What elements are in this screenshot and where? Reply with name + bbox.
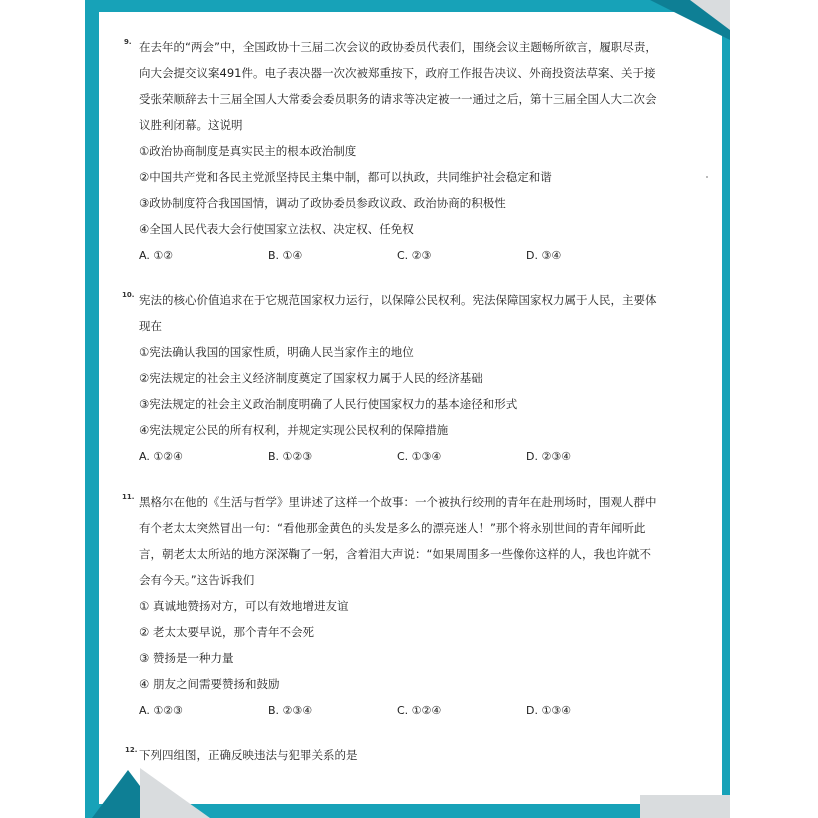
option-b[interactable]: B. ②③④ <box>268 704 313 717</box>
question-text-line: 黑格尔在他的《生活与哲学》里讲述了这样一个故事：一个被执行绞刑的青年在赴刑场时，围观人群中 <box>139 495 657 509</box>
option-a[interactable]: A. ①②④ <box>139 450 183 463</box>
option-d[interactable]: D. ③④ <box>526 249 562 262</box>
statement-2: ② 老太太要早说，那个青年不会死 <box>139 625 314 639</box>
question-text-line: 会有今天。”这告诉我们 <box>139 573 255 587</box>
statement-1: ①宪法确认我国的国家性质，明确人民当家作主的地位 <box>139 345 414 359</box>
option-c[interactable]: C. ②③ <box>397 249 432 262</box>
question-text-line: 受张荣顺辞去十三届全国人大常委会委员职务的请求等决定被一一通过之后，第十三届全国人大二次会 <box>139 92 657 106</box>
option-b[interactable]: B. ①②③ <box>268 450 313 463</box>
statement-4: ④ 朋友之间需要赞扬和鼓励 <box>139 677 280 691</box>
option-c[interactable]: C. ①③④ <box>397 450 442 463</box>
question-number: 9. <box>124 38 132 46</box>
option-a[interactable]: A. ①② <box>139 249 174 262</box>
statement-4: ④全国人民代表大会行使国家立法权、决定权、任免权 <box>139 222 414 236</box>
question-text-line: 在去年的“两会”中，全国政协十三届二次会议的政协委员代表们，围绕会议主题畅所欲言，履职尽责， <box>139 40 657 54</box>
question-text-line: 宪法的核心价值追求在于它规范国家权力运行，以保障公民权利。宪法保障国家权力属于人民，主要体 <box>139 293 657 307</box>
statement-1: ① 真诚地赞扬对方，可以有效地增进友谊 <box>139 599 349 613</box>
question-text-line: 议胜利闭幕。这说明 <box>139 118 243 132</box>
option-b[interactable]: B. ①④ <box>268 249 303 262</box>
question-number: 12. <box>125 746 138 754</box>
question-number: 10. <box>122 291 135 299</box>
option-d[interactable]: D. ①③④ <box>526 704 572 717</box>
question-text-line: 向大会提交议案491件。电子表决器一次次被郑重按下，政府工作报告决议、外商投资法草案、关于接 <box>139 66 656 80</box>
statement-1: ①政治协商制度是真实民主的根本政治制度 <box>139 144 357 158</box>
statement-3: ③政协制度符合我国国情，调动了政协委员参政议政、政治协商的积极性 <box>139 196 506 210</box>
statement-2: ②宪法规定的社会主义经济制度奠定了国家权力属于人民的经济基础 <box>139 371 483 385</box>
option-c[interactable]: C. ①②④ <box>397 704 442 717</box>
statement-4: ④宪法规定公民的所有权利，并规定实现公民权利的保障措施 <box>139 423 449 437</box>
question-text-line: 言，朝老太太所站的地方深深鞠了一躬，含着泪大声说：“如果周围多一些像你这样的人，我也许就不 <box>139 547 651 561</box>
question-text-line: 现在 <box>139 319 162 333</box>
statement-2: ②中国共产党和各民主党派坚持民主集中制，都可以执政，共同维护社会稳定和谐 <box>139 170 552 184</box>
question-text-line: 有个老太太突然冒出一句：“看他那金黄色的头发是多么的漂亮迷人！”那个将永别世间的青年闻听此 <box>139 521 646 535</box>
statement-3: ③宪法规定的社会主义政治制度明确了人民行使国家权力的基本途径和形式 <box>139 397 518 411</box>
question-number: 11. <box>122 493 135 501</box>
question-text-line: 下列四组图，正确反映违法与犯罪关系的是 <box>139 748 358 762</box>
option-a[interactable]: A. ①②③ <box>139 704 183 717</box>
speck-mark <box>706 176 708 178</box>
statement-3: ③ 赞扬是一种力量 <box>139 651 234 665</box>
option-d[interactable]: D. ②③④ <box>526 450 572 463</box>
corner-decoration-bottom-right <box>640 795 730 818</box>
